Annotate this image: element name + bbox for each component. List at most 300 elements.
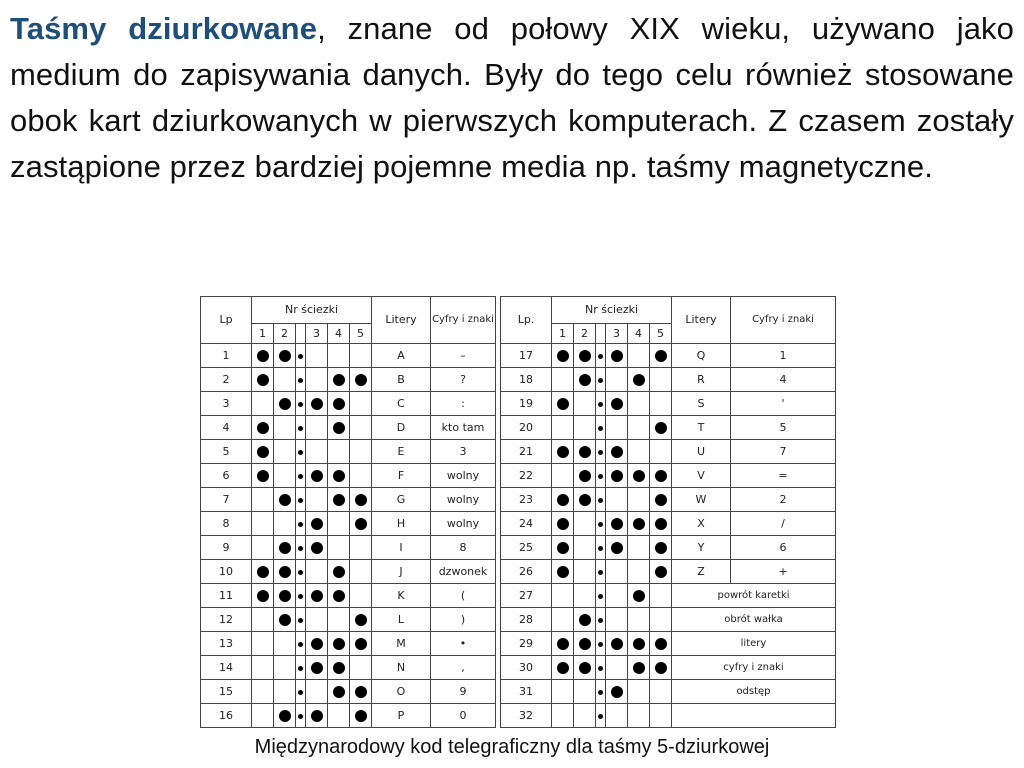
feed-hole xyxy=(298,642,303,647)
track-cell xyxy=(350,608,372,632)
symbol-cell: dzwonek xyxy=(431,560,496,584)
hole-mark xyxy=(311,518,323,530)
hole-mark xyxy=(279,590,291,602)
letter-cell: D xyxy=(372,416,431,440)
track-cell xyxy=(574,368,596,392)
track-cell xyxy=(606,608,628,632)
feed-hole xyxy=(298,594,303,599)
intro-paragraph xyxy=(10,6,1014,190)
track-number: 4 xyxy=(328,324,350,344)
letter-cell: M xyxy=(372,632,431,656)
letter-cell: Z xyxy=(672,560,731,584)
track-cell xyxy=(628,704,650,728)
track-cell xyxy=(552,512,574,536)
feed-hole xyxy=(298,354,303,359)
track-cell xyxy=(252,488,274,512)
hole-mark xyxy=(279,398,291,410)
table-row xyxy=(201,368,496,392)
track-cell xyxy=(552,680,574,704)
track-cell xyxy=(252,680,274,704)
track-cell xyxy=(574,656,596,680)
hole-mark xyxy=(557,638,569,650)
symbol-cell: 8 xyxy=(431,536,496,560)
hole-mark xyxy=(633,590,645,602)
track-cell xyxy=(274,416,296,440)
table-row xyxy=(201,584,496,608)
feed-hole xyxy=(598,690,603,695)
track-cell xyxy=(552,368,574,392)
row-number: 30 xyxy=(501,656,552,680)
row-number: 6 xyxy=(201,464,252,488)
hole-mark xyxy=(611,470,623,482)
hole-mark xyxy=(557,662,569,674)
hole-mark xyxy=(557,398,569,410)
track-cell xyxy=(574,344,596,368)
header-cyfry: Cyfry i znaki xyxy=(731,297,836,344)
track-cell xyxy=(628,608,650,632)
letter-cell: X xyxy=(672,512,731,536)
hole-mark xyxy=(257,422,269,434)
track-cell xyxy=(252,704,274,728)
track-cell xyxy=(574,536,596,560)
feed-hole xyxy=(598,402,603,407)
hole-mark xyxy=(633,662,645,674)
table-row xyxy=(501,680,836,704)
track-cell xyxy=(252,392,274,416)
track-number: 2 xyxy=(574,324,596,344)
track-cell xyxy=(350,632,372,656)
code-table-right xyxy=(500,296,836,728)
letter-cell: L xyxy=(372,608,431,632)
track-number: 1 xyxy=(252,324,274,344)
row-number: 19 xyxy=(501,392,552,416)
hole-mark xyxy=(355,686,367,698)
table-row xyxy=(501,464,836,488)
track-cell xyxy=(574,680,596,704)
letter-cell: A xyxy=(372,344,431,368)
symbol-cell: kto tam xyxy=(431,416,496,440)
track-cell xyxy=(252,512,274,536)
symbol-cell: wolny xyxy=(431,464,496,488)
row-number: 25 xyxy=(501,536,552,560)
feed-hole-cell xyxy=(596,464,606,488)
hole-mark xyxy=(633,374,645,386)
function-cell xyxy=(672,704,836,728)
track-cell xyxy=(552,536,574,560)
track-cell xyxy=(350,656,372,680)
track-cell xyxy=(350,344,372,368)
row-number: 32 xyxy=(501,704,552,728)
letter-cell: O xyxy=(372,680,431,704)
track-cell xyxy=(606,680,628,704)
hole-mark xyxy=(655,470,667,482)
hole-mark xyxy=(333,398,345,410)
row-number: 15 xyxy=(201,680,252,704)
hole-mark xyxy=(257,446,269,458)
feed-hole-cell xyxy=(296,656,306,680)
row-number: 8 xyxy=(201,512,252,536)
track-cell xyxy=(606,392,628,416)
track-cell xyxy=(574,632,596,656)
track-cell xyxy=(274,560,296,584)
track-cell xyxy=(350,368,372,392)
track-cell xyxy=(274,440,296,464)
track-cell xyxy=(306,488,328,512)
hole-mark xyxy=(355,710,367,722)
table-row xyxy=(201,440,496,464)
letter-cell: B xyxy=(372,368,431,392)
hole-mark xyxy=(611,686,623,698)
hole-mark xyxy=(311,710,323,722)
hole-mark xyxy=(333,494,345,506)
hole-mark xyxy=(279,614,291,626)
track-cell xyxy=(574,488,596,512)
feed-hole xyxy=(298,714,303,719)
row-number: 21 xyxy=(501,440,552,464)
feed-hole xyxy=(298,690,303,695)
track-cell xyxy=(606,368,628,392)
track-cell xyxy=(650,392,672,416)
hole-mark xyxy=(611,398,623,410)
hole-mark xyxy=(579,662,591,674)
feed-hole-cell xyxy=(596,608,606,632)
header-lp: Lp. xyxy=(501,297,552,344)
table-row xyxy=(201,632,496,656)
track-cell xyxy=(650,632,672,656)
table-row xyxy=(201,392,496,416)
hole-mark xyxy=(655,566,667,578)
track-cell xyxy=(628,512,650,536)
track-cell xyxy=(628,368,650,392)
track-cell xyxy=(628,680,650,704)
letter-cell: S xyxy=(672,392,731,416)
track-cell xyxy=(252,560,274,584)
letter-cell: I xyxy=(372,536,431,560)
code-table-left xyxy=(200,296,496,728)
track-cell xyxy=(574,608,596,632)
feed-hole-cell xyxy=(296,536,306,560)
track-number: 1 xyxy=(552,324,574,344)
track-cell xyxy=(306,368,328,392)
track-cell xyxy=(628,440,650,464)
header-litery: Litery xyxy=(372,297,431,344)
track-cell xyxy=(328,560,350,584)
table-row xyxy=(501,488,836,512)
feed-hole xyxy=(298,402,303,407)
hole-mark xyxy=(279,494,291,506)
track-cell xyxy=(252,584,274,608)
hole-mark xyxy=(257,590,269,602)
feed-hole-cell xyxy=(596,632,606,656)
track-cell xyxy=(628,632,650,656)
track-cell xyxy=(628,392,650,416)
hole-mark xyxy=(655,518,667,530)
hole-mark xyxy=(333,590,345,602)
hole-mark xyxy=(311,542,323,554)
track-cell xyxy=(306,536,328,560)
track-cell xyxy=(628,488,650,512)
track-number: 2 xyxy=(274,324,296,344)
hole-mark xyxy=(579,638,591,650)
track-cell xyxy=(650,416,672,440)
row-number: 14 xyxy=(201,656,252,680)
track-cell xyxy=(274,368,296,392)
track-cell xyxy=(350,392,372,416)
track-cell xyxy=(650,440,672,464)
track-cell xyxy=(552,608,574,632)
hole-mark xyxy=(611,446,623,458)
track-cell xyxy=(650,584,672,608)
code-table-left-body xyxy=(201,344,496,728)
hole-mark xyxy=(311,638,323,650)
table-row xyxy=(201,656,496,680)
track-cell xyxy=(574,464,596,488)
track-cell xyxy=(274,488,296,512)
hole-mark xyxy=(257,566,269,578)
hole-mark xyxy=(557,350,569,362)
track-cell xyxy=(650,656,672,680)
track-cell xyxy=(306,464,328,488)
feed-hole-cell xyxy=(296,560,306,584)
track-cell xyxy=(306,344,328,368)
track-cell xyxy=(252,608,274,632)
track-cell xyxy=(274,584,296,608)
track-cell xyxy=(306,584,328,608)
track-cell xyxy=(650,704,672,728)
track-number: 4 xyxy=(628,324,650,344)
feed-hole-cell xyxy=(296,608,306,632)
track-cell xyxy=(552,656,574,680)
letter-cell: Y xyxy=(672,536,731,560)
hole-mark xyxy=(633,638,645,650)
track-cell xyxy=(252,656,274,680)
track-cell xyxy=(606,560,628,584)
intro-text: , znane od połowy XIX wieku, używano jako medium do zapisywania danych. Były do tego celu również stosowane obok kart dziurkowanych w pierwszych komputerach. Z czasem zostały zastąpione przez bardziej pojemne media np. taśmy magnetyczne. xyxy=(10,11,1014,184)
feed-track-header xyxy=(596,324,606,344)
track-cell xyxy=(306,392,328,416)
feed-hole-cell xyxy=(296,488,306,512)
header-litery: Litery xyxy=(672,297,731,344)
track-cell xyxy=(552,584,574,608)
track-cell xyxy=(552,392,574,416)
hole-mark xyxy=(579,446,591,458)
track-cell xyxy=(306,632,328,656)
feed-hole-cell xyxy=(596,488,606,512)
feed-track-header xyxy=(296,324,306,344)
feed-hole xyxy=(298,426,303,431)
letter-cell: G xyxy=(372,488,431,512)
feed-hole xyxy=(598,498,603,503)
row-number: 31 xyxy=(501,680,552,704)
track-cell xyxy=(650,560,672,584)
track-cell xyxy=(274,536,296,560)
row-number: 17 xyxy=(501,344,552,368)
hole-mark xyxy=(333,470,345,482)
feed-hole xyxy=(598,426,603,431)
track-cell xyxy=(606,584,628,608)
track-cell xyxy=(574,512,596,536)
hole-mark xyxy=(611,518,623,530)
table-row xyxy=(501,632,836,656)
track-cell xyxy=(274,680,296,704)
track-cell xyxy=(574,704,596,728)
hole-mark xyxy=(257,350,269,362)
intro-keyword: Taśmy dziurkowane xyxy=(10,11,318,46)
row-number: 9 xyxy=(201,536,252,560)
symbol-cell: : xyxy=(431,392,496,416)
table-row xyxy=(501,536,836,560)
hole-mark xyxy=(355,374,367,386)
track-cell xyxy=(328,440,350,464)
table-row xyxy=(501,440,836,464)
feed-hole-cell xyxy=(296,416,306,440)
track-cell xyxy=(328,344,350,368)
track-cell xyxy=(252,632,274,656)
hole-mark xyxy=(355,638,367,650)
header-tracks: Nr ściezki xyxy=(552,297,672,324)
feed-hole xyxy=(298,474,303,479)
hole-mark xyxy=(311,662,323,674)
track-cell xyxy=(606,344,628,368)
table-row xyxy=(501,392,836,416)
hole-mark xyxy=(333,662,345,674)
hole-mark xyxy=(611,542,623,554)
row-number: 3 xyxy=(201,392,252,416)
track-cell xyxy=(552,440,574,464)
hole-mark xyxy=(655,422,667,434)
feed-hole-cell xyxy=(596,416,606,440)
track-cell xyxy=(350,440,372,464)
feed-hole xyxy=(298,498,303,503)
track-cell xyxy=(252,536,274,560)
symbol-cell: , xyxy=(431,656,496,680)
feed-hole-cell xyxy=(596,344,606,368)
symbol-cell: wolny xyxy=(431,488,496,512)
hole-mark xyxy=(333,566,345,578)
row-number: 12 xyxy=(201,608,252,632)
letter-cell: F xyxy=(372,464,431,488)
letter-cell: P xyxy=(372,704,431,728)
hole-mark xyxy=(333,638,345,650)
track-cell xyxy=(328,704,350,728)
feed-hole-cell xyxy=(296,680,306,704)
feed-hole xyxy=(298,378,303,383)
hole-mark xyxy=(279,710,291,722)
track-cell xyxy=(650,536,672,560)
row-number: 5 xyxy=(201,440,252,464)
feed-hole-cell xyxy=(296,392,306,416)
track-cell xyxy=(552,416,574,440)
letter-cell: V xyxy=(672,464,731,488)
feed-hole xyxy=(598,546,603,551)
table-row xyxy=(201,488,496,512)
row-number: 26 xyxy=(501,560,552,584)
table-row xyxy=(201,464,496,488)
feed-hole xyxy=(298,522,303,527)
feed-hole xyxy=(298,618,303,623)
track-cell xyxy=(552,704,574,728)
feed-hole xyxy=(598,714,603,719)
track-cell xyxy=(306,440,328,464)
letter-cell: J xyxy=(372,560,431,584)
function-cell: powrót karetki xyxy=(672,584,836,608)
hole-mark xyxy=(655,494,667,506)
feed-hole xyxy=(298,666,303,671)
table-row xyxy=(501,512,836,536)
track-cell xyxy=(328,416,350,440)
hole-mark xyxy=(579,494,591,506)
symbol-cell: / xyxy=(731,512,836,536)
symbol-cell: wolny xyxy=(431,512,496,536)
track-cell xyxy=(574,440,596,464)
table-row xyxy=(201,344,496,368)
track-cell xyxy=(650,464,672,488)
track-cell xyxy=(650,344,672,368)
table-row xyxy=(501,368,836,392)
track-cell xyxy=(574,560,596,584)
table-row xyxy=(201,536,496,560)
hole-mark xyxy=(557,518,569,530)
symbol-cell: ) xyxy=(431,608,496,632)
hole-mark xyxy=(557,446,569,458)
feed-hole xyxy=(598,354,603,359)
letter-cell: E xyxy=(372,440,431,464)
hole-mark xyxy=(257,374,269,386)
track-number: 3 xyxy=(606,324,628,344)
letter-cell: C xyxy=(372,392,431,416)
symbol-cell: + xyxy=(731,560,836,584)
hole-mark xyxy=(579,374,591,386)
track-cell xyxy=(350,416,372,440)
hole-mark xyxy=(279,566,291,578)
track-cell xyxy=(606,440,628,464)
hole-mark xyxy=(611,350,623,362)
table-row xyxy=(201,704,496,728)
track-cell xyxy=(328,512,350,536)
track-cell xyxy=(552,560,574,584)
letter-cell: N xyxy=(372,656,431,680)
feed-hole xyxy=(598,474,603,479)
track-cell xyxy=(274,512,296,536)
track-cell xyxy=(350,584,372,608)
hole-mark xyxy=(633,470,645,482)
feed-hole xyxy=(598,642,603,647)
track-cell xyxy=(650,512,672,536)
symbol-cell: ( xyxy=(431,584,496,608)
track-cell xyxy=(552,632,574,656)
track-number: 3 xyxy=(306,324,328,344)
feed-hole xyxy=(298,546,303,551)
row-number: 10 xyxy=(201,560,252,584)
feed-hole xyxy=(598,594,603,599)
track-cell xyxy=(350,464,372,488)
hole-mark xyxy=(279,542,291,554)
hole-mark xyxy=(557,542,569,554)
hole-mark xyxy=(257,470,269,482)
hole-mark xyxy=(579,614,591,626)
table-row xyxy=(501,584,836,608)
track-cell xyxy=(628,536,650,560)
table-caption: Międzynarodowy kod telegraficzny dla taśmy 5-dziurkowej xyxy=(254,736,770,758)
track-cell xyxy=(552,464,574,488)
track-cell xyxy=(328,488,350,512)
track-cell xyxy=(274,608,296,632)
track-cell xyxy=(574,416,596,440)
row-number: 4 xyxy=(201,416,252,440)
hole-mark xyxy=(655,350,667,362)
track-cell xyxy=(628,656,650,680)
track-cell xyxy=(328,392,350,416)
